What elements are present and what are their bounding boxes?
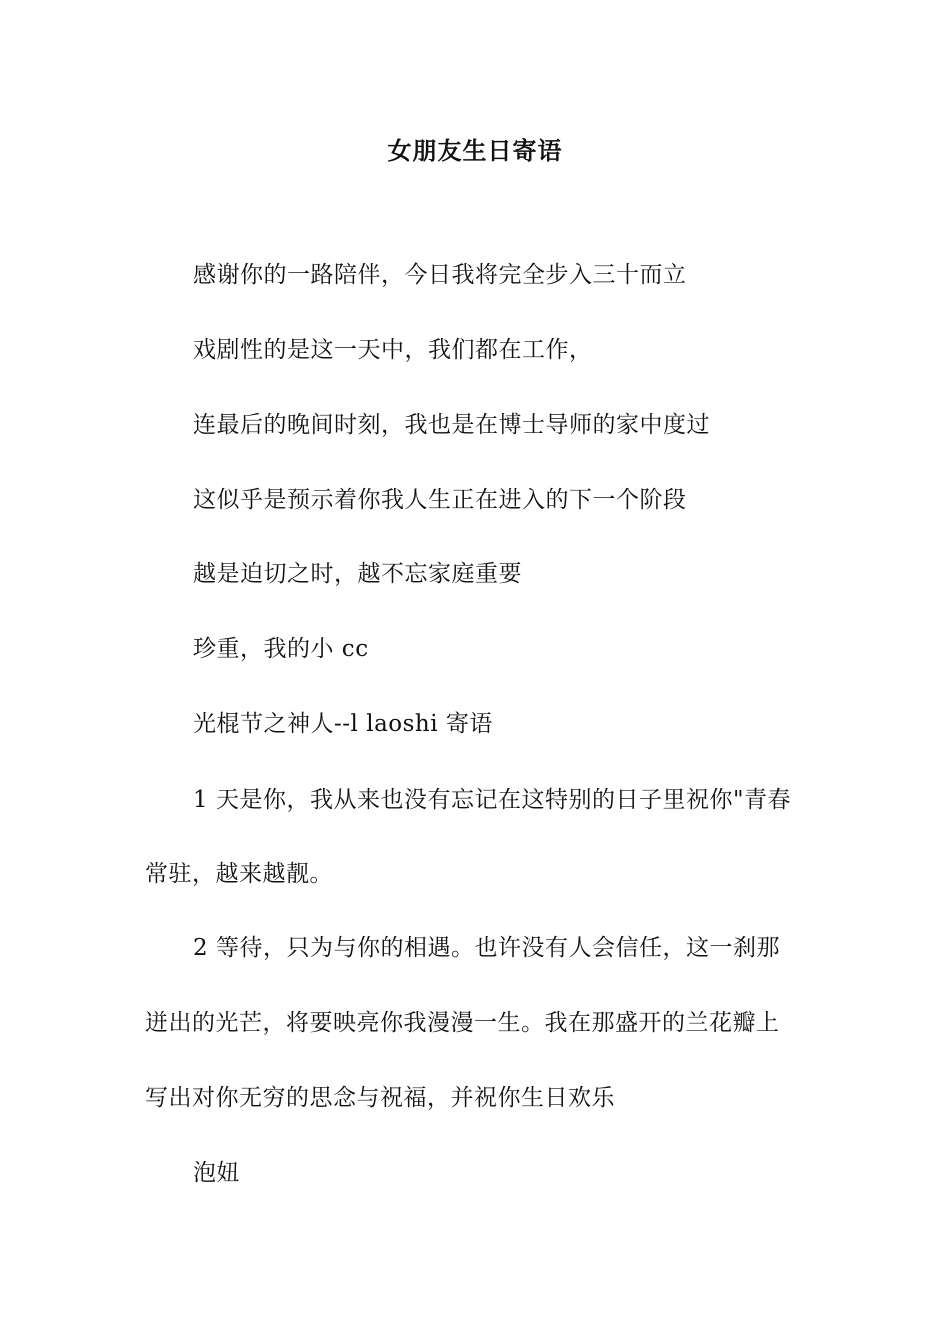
paragraph-line: 连最后的晚间时刻，我也是在博士导师的家中度过: [193, 412, 710, 438]
paragraph-line: 戏剧性的是这一天中，我们都在工作，: [193, 337, 593, 363]
document-title: 女朋友生日寄语: [387, 136, 563, 165]
paragraph-line: 常驻，越来越靓。: [145, 861, 333, 887]
paragraph-line: 感谢你的一路陪伴，今日我将完全步入三十而立: [193, 262, 687, 288]
paragraph-line: 写出对你无穷的思念与祝福，并祝你生日欢乐: [145, 1085, 615, 1111]
paragraph-line: 迸出的光芒，将要映亮你我漫漫一生。我在那盛开的兰花瓣上: [145, 1010, 780, 1036]
paragraph-line: 越是迫切之时，越不忘家庭重要: [193, 561, 522, 587]
paragraph-line: 光棍节之神人--l laoshi 寄语: [193, 711, 493, 737]
paragraph-line: 泡妞: [193, 1160, 240, 1186]
paragraph-line: 1 天是你，我从来也没有忘记在这特别的日子里祝你"青春: [193, 787, 792, 813]
paragraph-line: 珍重，我的小 cc: [193, 636, 369, 662]
paragraph-line: 这似乎是预示着你我人生正在进入的下一个阶段: [193, 487, 687, 513]
paragraph-line: 2 等待，只为与你的相遇。也许没有人会信任，这一刹那: [193, 935, 780, 961]
